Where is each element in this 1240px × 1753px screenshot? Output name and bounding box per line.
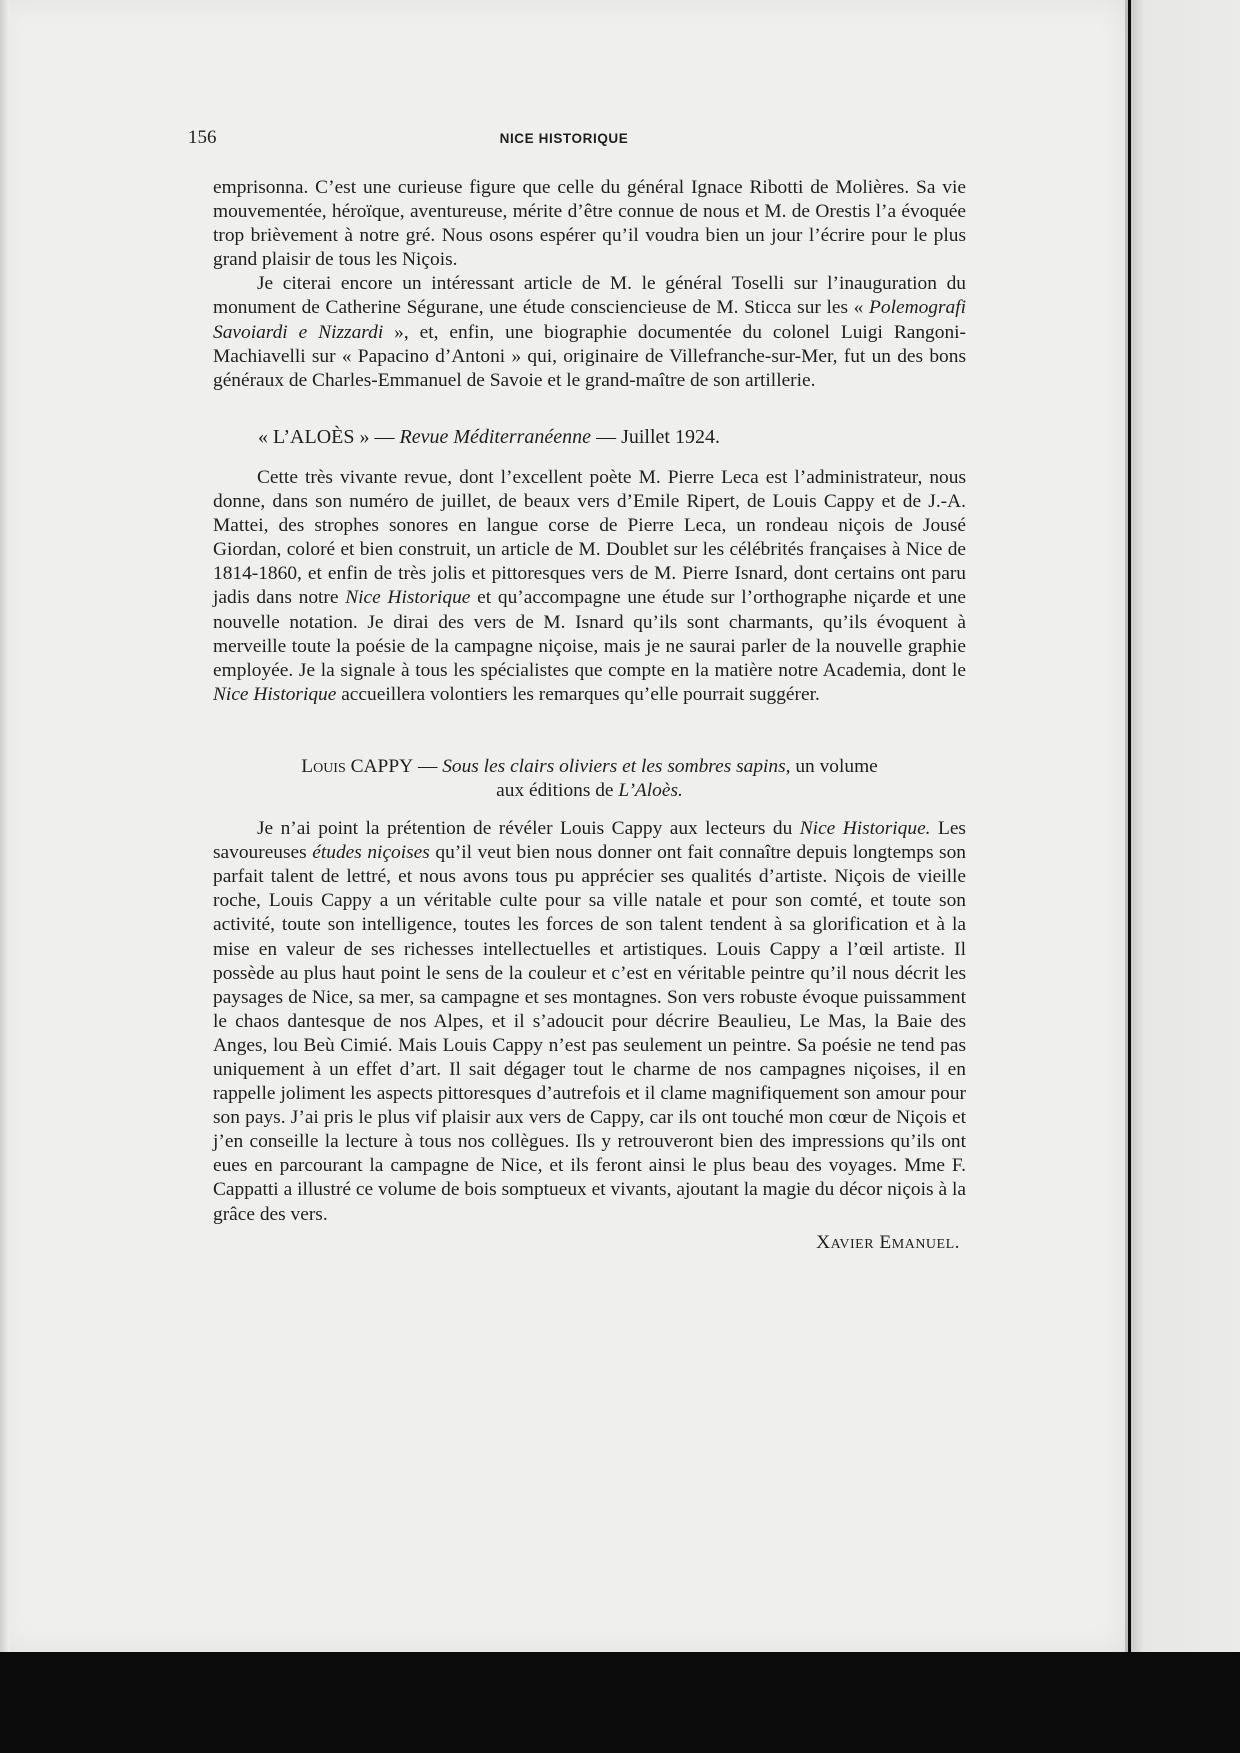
intro-paragraph-2 [213,272,966,392]
heading-italic: Revue Méditerranéenne [399,425,592,448]
heading-run: — Juillet 1924. [591,425,720,448]
text-run: qu’il veut bien nous donner ont fait connaître depuis longtemps son parfait talent de lettré, et nous avons tous pu apprécier ses qualités d’artiste. Niçois de vieille roche, Louis Cappy a un véritable culte pour sa ville natale et pour son comté, et toute son activité, toute son intelligence, toutes les forces de son talent tendent à sa glorification et à la mise en valeur de ses richesses intellectuelles et artistiques. Louis Cappy a l’œil artiste. Il possède au plus haut point le sens de la couleur et c’est en véritable peintre qu’il nous décrit les paysages de Nice, sa mer, sa campagne et ses montagnes. Son vers robuste évoque puissamment le chaos dantesque de nos Alpes, et il s’adoucit pour décrire Beaulieu, Le Mas, la Baie des Anges, lou Beù Cimié. Mais Louis Cappy n’est pas seulement un peintre. Sa poésie ne tend pas uniquement à un effet d’art. Il sait dégager tout le charme de nos campagnes niçoises, il en rappelle joliment les aspects pittoresques d’autrefois et il clame magnifiquement son amour pour son pays. J’ai pris le plus vif plaisir aux vers de Cappy, car ils ont touché mon cœur de Niçois et j’en conseille la lecture à tous nos collègues. Ils y retrouveront bien des impressions qu’ils ont eues en parcourant la campagne de Nice, et ils feront ainsi le plus beau des voyages. Mme F. Cappatti a illustré ce volume de bois somptueux et vivants, ajoutant la magie du décor niçois à la grâce des vers. [213,842,966,1225]
heading-run: « L’ALOÈS » — [258,425,400,448]
journal-title: NICE HISTORIQUE [499,131,629,146]
article-body [213,176,966,1255]
cappy-review-heading [213,755,966,803]
heading-line-2 [213,779,966,803]
heading-author: Louis CAPPY [301,755,414,777]
italic-phrase: études niçoises [312,842,430,864]
text-run: Cette très vivante revue, dont l’excellent poète M. Pierre Leca est l’administrateur, nous donne, dans son numéro de juillet, de beaux vers d’Emile Ripert, de Louis Cappy et de J.-A. Mattei, des strophes sonores en langue corse de Pierre Leca, un rondeau niçois de Jousé Giordan, coloré et bien construit, un article de M. Doublet sur les célébrités françaises à Nice de 1814-1860, et enfin de très jolis et pittoresques vers de M. Pierre Isnard, dont certains ont paru jadis dans notre [213,466,966,609]
text-run: », et, enfin, une biographie documentée du colonel Luigi Rangoni-Machiavelli sur « Papacino d’Antoni » qui, originaire de Villefranche-sur-Mer, fut un des bons généraux de Charles-Emmanuel de Savoie et le grand-maître de son artillerie. [213,321,966,391]
italic-title: Nice Historique [213,683,337,705]
italic-title: Polemografi Savoiardi e Nizzardi [213,297,966,343]
heading-run: un volume [790,755,878,777]
aloes-review-paragraph [213,466,966,707]
heading-line-1 [213,755,966,779]
heading-italic: L’Aloès. [618,779,683,801]
author-signature: Xavier Emanuel. [816,1231,960,1253]
page-number: 156 [188,127,217,148]
cappy-review-paragraph [213,817,966,1227]
spacer [213,449,966,466]
text-run: Je n’ai point la prétention de révéler Louis Cappy aux lecteurs du [257,818,800,840]
text-run: et qu’accompagne une étude sur l’orthographe niçarde et une nouvelle notation. Je dirai des vers de M. Isnard qu’ils sont charmants, qu’ils évoquent à merveille toute la poésie de la campagne niçoise, mais je ne saurai parler de la nouvelle graphie employée. Je la signale à tous les spécialistes que compte en la matière notre Academia, dont le [213,587,966,681]
italic-title: Nice Historique. [799,818,931,840]
text-run: accueillera volontiers les remarques qu’elle pourrait suggérer. [336,683,820,705]
heading-italic: Sous les clairs oliviers et les sombres sapins, [442,755,791,777]
scan-background [0,1652,1240,1753]
heading-run: — [413,755,443,777]
spacer [213,393,966,425]
text-run: Les savoureuses [213,818,966,864]
running-head [0,126,1128,150]
facing-page-edge [1131,0,1240,1652]
spacer [213,707,966,755]
spacer [213,803,966,817]
aloes-review-heading [213,425,966,449]
binding-edge [0,0,10,1652]
heading-run: aux éditions de [496,779,619,801]
italic-title: Nice Historique [345,587,471,609]
intro-paragraph-1: emprisonna. C’est une curieuse figure que celle du général Ignace Ribotti de Molières. Sa vie mouvementée, héroïque, aventureuse, mérite d’être connue de nous et M. de Orestis l’a évoquée trop brièvement à notre gré. Nous osons espérer qu’il voudra bien un jour l’écrire pour le plus grand plaisir de tous les Niçois. [213,177,966,271]
text-run: Je citerai encore un intéressant article de M. le général Toselli sur l’inauguration du monument de Catherine Ségurane, une étude consciencieuse de M. Sticca sur les « [213,273,966,319]
